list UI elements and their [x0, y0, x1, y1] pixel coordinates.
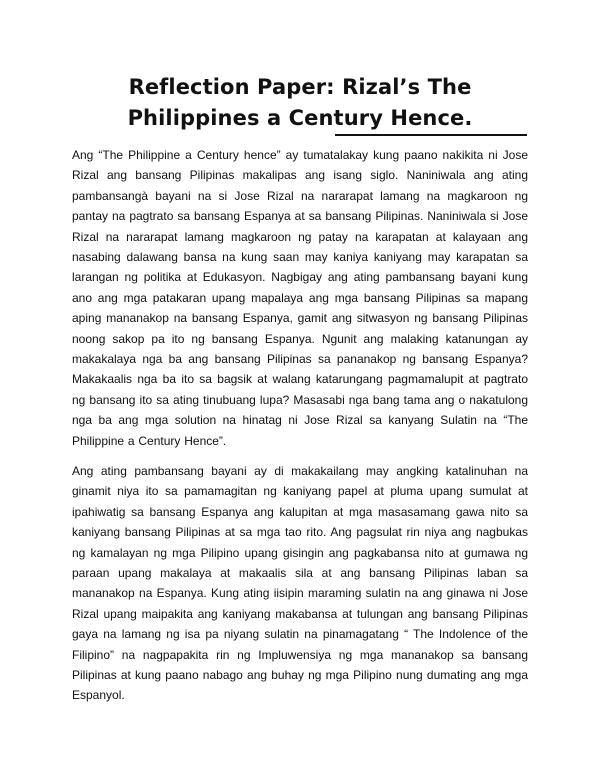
paragraph-2: Ang ating pambansang bayani ay di makakailang may angking katalinuhan na ginamit niya ito sa pamamagitan ng kaniyang papel at pluma upang sumulat at ipahiwatig sa bansang Espanya ang kalupitan at mga masasamang gawa nito sa kaniyang bansang Pilipinas at sa mga tao rito. Ang pagsulat rin niya ang nagbukas ng kamalayan ng mga Pilipino upang gisingin ang pagkabansa nito at gumawa ng paraan upang makalaya at makaalis sila at ang bansang Pilipinas laban sa mananakop na Espanya. Kung ating iisipin maraming sulatin na ang ginawa ni Jose Rizal upang maipakita ang kaniyang makabansa at tulungan ang bansang Pilipinas gaya na lamang ng isa pa niyang sulatin na pinamagatang “ The Indolence of the Filipino” na nagpapakita rin ng Impluwensiya ng mga mananakop sa bansang Pilipinas at kung paano nabago ang buhay ng mga Pilipino nung dumating ang mga Espanyol.	[72, 464, 528, 703]
document-title: Reflection Paper: Rizal’s The Philippines a Century Hence.	[127, 75, 473, 130]
paragraph-1: Ang “The Philippine a Century hence” ay tumatalakay kung paano nakikita ni Jose Rizal ang bansang Pilipinas makalipas ang isang siglo. Naniniwala ang ating pambansangà bayani na si Jose Rizal na nararapat lamang na magkaroon ng pantay na pagtrato sa bansang Espanya at sa bansang Pilipinas. Naniniwala si Jose Rizal na nararapat lamang magkaroon ng patay na karapatan at kalayaan ang nasabing dalawang bansa na kung saan may kaniya kaniyang may karapatan sa larangan ng politika at Edukasyon. Nagbigay ang ating pambansang bayani kung ano ang mga patakaran upang mapalaya ang mga bansang Pilipinas sa mapang aping mananakop na bansang Espanya, gamit ang sitwasyon ng bansang Pilipinas noong sakop pa ito ng bansang Espanya. Ngunit ang malaking katanungan ay makakalaya nga ba ang bansang Pilipinas sa pananakop ng bansang Espanya? Makakaalis nga ba ito sa bagsik at walang katarungang pagmamalupit at pagtrato ng bansang ito sa ating tinubuang lupa? Masasabi nga bang tama ang o nakatulong nga ba ang mga solution na hinatag ni Jose Rizal sa kanyang Sulatin na “The Philippine a Century Hence”.	[72, 148, 528, 448]
title-underline	[335, 134, 527, 136]
